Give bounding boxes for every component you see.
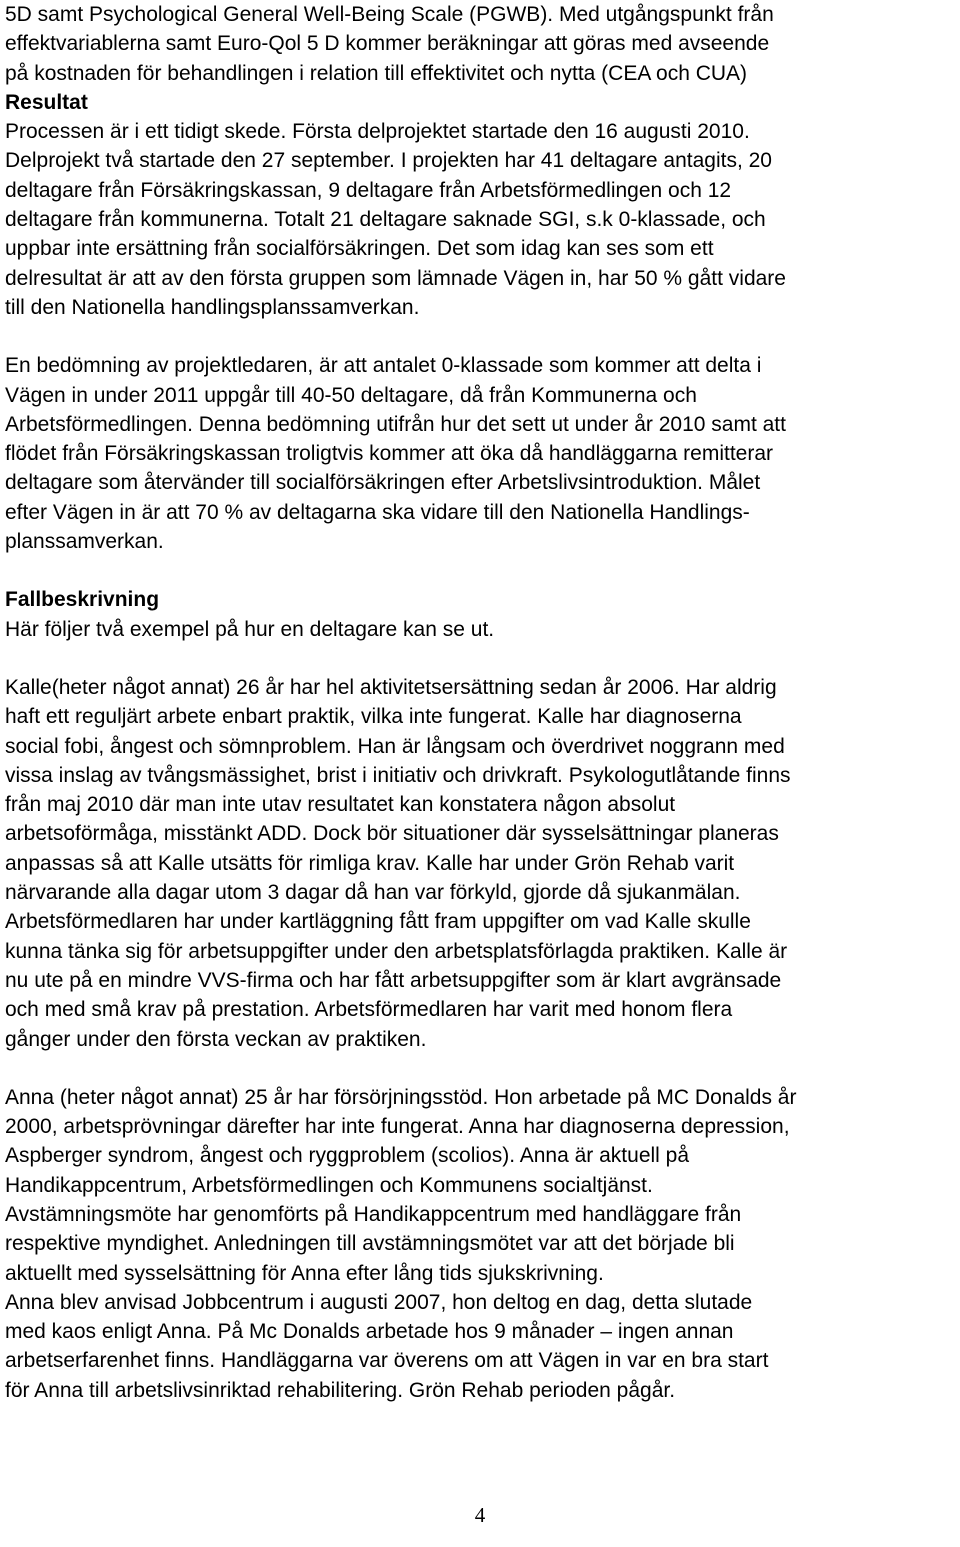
section-gap xyxy=(5,556,955,585)
text-line: till den Nationella handlingsplanssamverkan. xyxy=(5,295,420,319)
text-line: Här följer två exempel på hur en deltagare kan se ut. xyxy=(5,617,495,641)
text-line: respektive myndighet. Anledningen till avstämningsmötet var att det började bli xyxy=(5,1232,735,1256)
text-line: flödet från Försäkringskassan troligtvis kommer att öka då handläggarna remitterar xyxy=(5,442,774,466)
text-line: Vägen in under 2011 uppgår till 40-50 deltagare, då från Kommunerna och xyxy=(5,383,697,407)
text-line: effektvariablerna samt Euro-Qol 5 D kommer beräkningar att göras med avseende xyxy=(5,32,770,56)
text-line: arbetserfarenhet finns. Handläggarna var överens om att Vägen in var en bra start xyxy=(5,1349,769,1373)
text-line: Arbetsförmedlaren har under kartläggning fått fram uppgifter om vad Kalle skulle xyxy=(5,910,751,934)
text-line: deltagare från Försäkringskassan, 9 deltagare från Arbetsförmedlingen och 12 xyxy=(5,178,732,202)
intro-paragraph xyxy=(5,0,955,88)
text-line: social fobi, ångest och sömnproblem. Han är långsam och överdrivet noggrann med xyxy=(5,734,785,758)
text-line: med kaos enligt Anna. På Mc Donalds arbetade hos 9 månader – ingen annan xyxy=(5,1320,734,1344)
text-line: Processen är i ett tidigt skede. Första delprojektet startade den 16 augusti 2010. xyxy=(5,120,750,144)
text-line: Aspberger syndrom, ångest och ryggproblem (scolios). Anna är aktuell på xyxy=(5,1144,690,1168)
page-number: 4 xyxy=(474,1503,486,1527)
section-heading-resultat: Resultat xyxy=(5,90,88,114)
text-line: 5D samt Psychological General Well-Being Scale (PGWB). Med utgångspunkt från xyxy=(5,3,774,26)
text-line: delresultat är att av den första gruppen som lämnade Vägen in, har 50 % gått vidare xyxy=(5,266,786,290)
text-line: arbetsoförmåga, misstänkt ADD. Dock bör situationer där sysselsättningar planeras xyxy=(5,822,779,846)
paragraph-gap xyxy=(5,644,955,673)
text-line: från maj 2010 där man inte utav resultatet kan konstatera någon absolut xyxy=(5,793,676,817)
text-line: för Anna till arbetslivsinriktad rehabilitering. Grön Rehab perioden pågår. xyxy=(5,1378,676,1402)
fallbeskrivning-section xyxy=(5,585,955,1405)
paragraph-gap xyxy=(5,322,955,351)
text-line: planssamverkan. xyxy=(5,530,164,554)
text-line: En bedömning av projektledaren, är att antalet 0-klassade som kommer att delta i xyxy=(5,354,762,378)
text-line: Anna blev anvisad Jobbcentrum i augusti 2007, hon deltog en dag, detta slutade xyxy=(5,1290,753,1314)
text-line: Arbetsförmedlingen. Denna bedömning utifrån hur det sett ut under år 2010 samt att xyxy=(5,412,786,436)
text-line: gånger under den första veckan av praktiken. xyxy=(5,1027,427,1051)
text-line: Handikappcentrum, Arbetsförmedlingen och Kommunens socialtjänst. xyxy=(5,1173,653,1197)
resultat-section xyxy=(5,88,955,556)
text-line: Delprojekt två startade den 27 september. I projekten har 41 deltagare antagits, 20 xyxy=(5,149,772,173)
section-heading-fallbeskrivning: Fallbeskrivning xyxy=(5,588,160,612)
text-line: Kalle(heter något annat) 26 år har hel aktivitetsersättning sedan år 2006. Har aldrig xyxy=(5,675,777,699)
text-line: efter Vägen in är att 70 % av deltagarna ska vidare till den Nationella Handlings- xyxy=(5,500,750,524)
text-line: Avstämningsmöte har genomförts på Handikappcentrum med handläggare från xyxy=(5,1202,742,1226)
text-line: kunna tänka sig för arbetsuppgifter under den arbetsplatsförlagda praktiken. Kalle är xyxy=(5,939,788,963)
text-line: närvarande alla dagar utom 3 dagar då han var förkyld, gjorde då sjukanmälan. xyxy=(5,881,741,905)
text-line: vissa inslag av tvångsmässighet, brist i initiativ och drivkraft. Psykologutlåtande finns xyxy=(5,763,791,787)
text-line: 2000, arbetsprövningar därefter har inte fungerat. Anna har diagnoserna depression, xyxy=(5,1115,790,1139)
text-line: anpassas så att Kalle utsätts för rimliga krav. Kalle har under Grön Rehab varit xyxy=(5,851,735,875)
document-page xyxy=(5,0,955,1405)
text-line: deltagare från kommunerna. Totalt 21 deltagare saknade SGI, s.k 0-klassade, och xyxy=(5,208,766,232)
text-line: uppbar inte ersättning från socialförsäkringen. Det som idag kan ses som ett xyxy=(5,237,714,261)
resultat-paragraph-2 xyxy=(5,351,955,556)
kalle-case-paragraph xyxy=(5,673,955,1054)
text-line: nu ute på en mindre VVS-firma och har fått arbetsuppgifter som är klart avgränsade xyxy=(5,968,782,992)
text-line: deltagare som återvänder till socialförsäkringen efter Arbetslivsintroduktion. Målet xyxy=(5,471,761,495)
text-line: haft ett reguljärt arbete enbart praktik, vilka inte fungerat. Kalle har diagnoserna xyxy=(5,705,742,729)
text-line: aktuellt med sysselsättning för Anna efter lång tids sjukskrivning. xyxy=(5,1261,604,1285)
text-line: Anna (heter något annat) 25 år har försörjningsstöd. Hon arbetade på MC Donalds år xyxy=(5,1085,797,1109)
resultat-paragraph-1 xyxy=(5,117,955,322)
text-line: och med små krav på prestation. Arbetsförmedlaren har varit med honom flera xyxy=(5,998,733,1022)
text-line: på kostnaden för behandlingen i relation till effektivitet och nytta (CEA och CUA) xyxy=(5,61,748,85)
paragraph-gap xyxy=(5,1054,955,1083)
anna-case-paragraph xyxy=(5,1083,955,1405)
